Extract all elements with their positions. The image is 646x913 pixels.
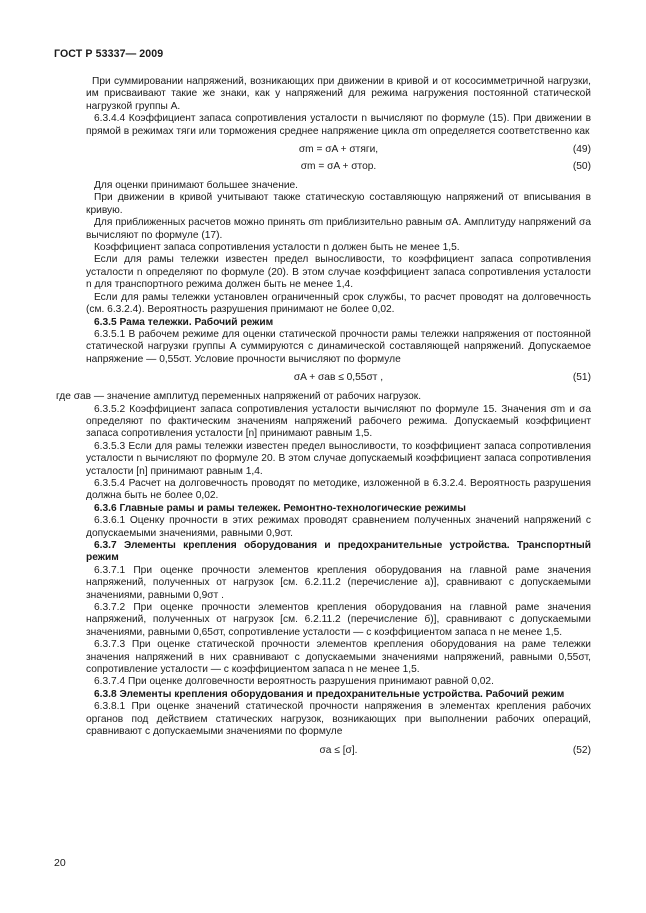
section-heading-6-3-5: 6.3.5 Рама тележки. Рабочий режим: [94, 316, 274, 328]
paragraph: где σaв — значение амплитуд переменных напряжений от рабочих нагрузок.: [56, 391, 422, 403]
formula-number: (50): [572, 161, 591, 173]
paragraph: 6.3.8.1 При оценке значений статической прочности напряжения в элементах крепления рабочих органов под действием статических нагрузок, возникающих при выполнении рабочих операций, сравнивают с допускаемыми значениями по формуле: [86, 701, 591, 738]
formula-49: [86, 143, 591, 158]
formula-number: (52): [572, 744, 591, 756]
page-number: 20: [54, 857, 66, 869]
paragraph: 6.3.7.4 При оценке долговечности вероятность разрушения принимают равной 0,02.: [94, 676, 494, 688]
formula-expression: σA + σaв ≤ 0,55σт ,: [293, 372, 384, 384]
paragraph: При движении в кривой учитывают также статическую составляющую напряжений от вписывания в кривую.: [86, 192, 591, 216]
section-heading-6-3-7: 6.3.7 Элементы крепления оборудования и предохранительные устройства. Транспортный режим: [86, 540, 591, 564]
formula-50: [86, 160, 591, 175]
paragraph: Для оценки принимают большее значение.: [94, 180, 299, 192]
paragraph: 6.3.6.1 Оценку прочности в этих режимах проводят сравнением полученных значений напряжений с допускаемыми значениями, равными 0,9σт.: [86, 515, 591, 539]
paragraph: Если для рамы тележки установлен ограниченный срок службы, то расчет проводят на долговечность (см. 6.3.2.4). Вероятность разрушения принимают не более 0,02.: [86, 291, 591, 316]
formula-number: (51): [572, 372, 591, 384]
paragraph: 6.3.5.3 Если для рамы тележки известен предел выносливости, то коэффициент запаса сопротивления усталости n вычисляют по формуле 20. В этом случае допускаемый коэффициент запаса сопротивления усталости [n] принимают равным 1,4.: [86, 440, 591, 477]
paragraph: 6.3.5.2 Коэффициент запаса сопротивления усталости вычисляют по формуле 15. Значения σm и σa определяют по фактическим значениям напряжений рабочего режима. Допускаемый коэффициент запаса сопротивления усталости [n] принимают равным 1,5.: [86, 403, 591, 440]
document-header: ГОСТ Р 53337— 2009: [54, 48, 164, 60]
paragraph: Если для рамы тележки известен предел выносливости, то коэффициент запаса сопротивления усталости n определяют по формуле (20). В этом случае коэффициент запаса сопротивления усталости n для транспортного режима должен быть не менее 1,4.: [86, 254, 591, 291]
section-heading-6-3-8: 6.3.8 Элементы крепления оборудования и предохранительные устройства. Рабочий режим: [94, 688, 565, 700]
formula-expression: σm = σA + σтор.: [300, 161, 377, 173]
paragraph: 6.3.7.3 При оценке статической прочности элементов крепления оборудования на раме тележки значения напряжений в них сравнивают с допускаемыми значениями напряжений, равными 0,55σт, сопротивление усталости — с коэффициентом запаса n не менее 1,5.: [86, 639, 591, 676]
formula-52: [86, 744, 591, 759]
section-heading-6-3-6: 6.3.6 Главные рамы и рамы тележек. Ремонтно-технологические режимы: [94, 502, 466, 514]
paragraph: 6.3.4.4 Коэффициент запаса сопротивления усталости n вычисляют по формуле (15). При движении в прямой в режимах тяги или торможения среднее напряжение цикла σm определяется соответственно как: [86, 113, 591, 137]
formula-number: (49): [572, 144, 591, 156]
paragraph: 6.3.5.4 Расчет на долговечность проводят по методике, изложенной в 6.3.2.4. Вероятность разрушения должна быть не более 0,02.: [86, 477, 591, 502]
document-body: [56, 76, 591, 759]
paragraph: Коэффициент запаса сопротивления усталости n должен быть не менее 1,5.: [94, 242, 460, 254]
paragraph: Для приближенных расчетов можно принять σm приблизительно равным σA. Амплитуду напряжений σa вычисляют по формуле (17).: [86, 217, 591, 241]
paragraph: 6.3.5.1 В рабочем режиме для оценки статической прочности рамы тележки напряжения от постоянной статической нагрузки группы А суммируются с динамической составляющей напряжений. Допускаемое напряжение — 0,55σт. Условие прочности вычисляют по формуле: [86, 328, 591, 365]
paragraph: 6.3.7.1 При оценке прочности элементов крепления оборудования на главной раме значения напряжений, полученных от нагрузок [см. 6.2.11.2 (перечисление а)], сравнивают с допускаемыми значениями, равными 0,9σт .: [86, 564, 591, 601]
paragraph: При суммировании напряжений, возникающих при движении в кривой и от кососимметричной нагрузки, им присваивают такие же знаки, как у напряжений для режима нагружения постоянной статической нагрузкой группы А.: [86, 76, 591, 112]
formula-51: [86, 371, 591, 386]
paragraph: 6.3.7.2 При оценке прочности элементов крепления оборудования на главной раме значения напряжений, полученных от нагрузок [см. 6.2.11.2 (перечисление б)], сравнивают с допускаемыми значениями, равными 0,65σт, сопротивление усталости — с коэффициентом запаса n не менее 1,5.: [86, 602, 591, 638]
formula-expression: σm = σA + σтяги,: [298, 144, 379, 156]
formula-expression: σa ≤ [σ].: [319, 744, 358, 756]
